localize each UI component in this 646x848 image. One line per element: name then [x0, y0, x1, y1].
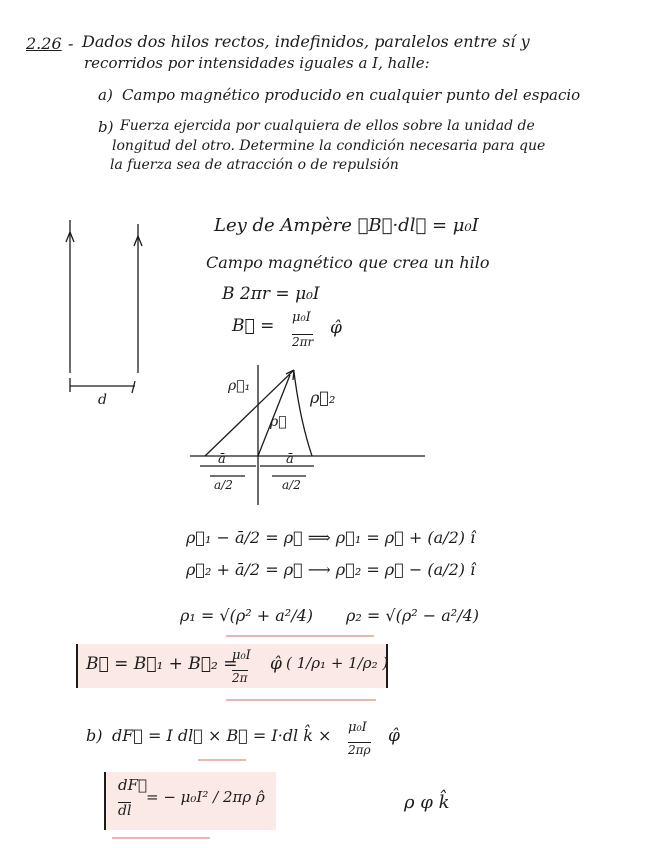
b-total-num: μ₀I	[232, 648, 251, 663]
force-result-lhs-num: dF⃗	[118, 776, 148, 794]
label-a-half-right: a/2	[282, 478, 301, 492]
parallel-wires-sketch	[66, 220, 142, 393]
force-eq-1-den: 2πρ	[348, 743, 371, 757]
ampere-eq-2-den: 2πr	[292, 335, 314, 349]
label-rho: ρ⃗	[270, 414, 287, 430]
label-a-right: ā	[286, 452, 294, 467]
force-result-rhs: = − μ₀I² / 2πρ ρ̂	[146, 788, 265, 806]
item-b-text-3: la fuerza sea de atracción o de repulsión	[110, 157, 399, 173]
label-rho1: ρ⃗₁	[228, 378, 251, 394]
item-b-text-2: longitud del otro. Determine la condición necesaria para que	[112, 138, 546, 154]
label-a-left: ā	[218, 452, 226, 467]
header-dash: -	[68, 34, 74, 53]
problem-line-2: recorridos por intensidades iguales a I, halle:	[84, 54, 430, 72]
b-total-paren: ( 1/ρ₁ + 1/ρ₂ )	[286, 654, 389, 672]
item-b-label: b)	[98, 118, 114, 136]
vector-eq-2: ρ⃗₂ + ā/2 = ρ⃗ ⟶ ρ⃗₂ = ρ⃗ − (a/2) î	[186, 560, 476, 579]
force-eq-1-phi: φ̂	[388, 726, 400, 746]
label-d: d	[98, 392, 107, 408]
b-total-lhs: B⃗ = B⃗₁ + B⃗₂ =	[86, 654, 238, 674]
label-a-half-left: a/2	[214, 478, 233, 492]
ampere-intro: Campo magnético que crea un hilo	[206, 253, 490, 272]
ampere-law: Ley de Ampère ∮B⃗·dl⃗ = μ₀I	[214, 215, 479, 236]
problem-number: 2.26	[26, 34, 62, 53]
rho2-magnitude: ρ₂ = √(ρ² − a²/4)	[346, 606, 479, 625]
problem-line-1: Dados dos hilos rectos, indefinidos, paralelos entre sí y	[82, 32, 530, 51]
b-total-phi: φ̂	[270, 654, 282, 674]
force-eq-1-num: μ₀I	[348, 720, 367, 735]
item-a-label: a)	[98, 86, 113, 104]
item-b-text-1: Fuerza ejercida por cualquiera de ellos sobre la unidad de	[120, 118, 535, 134]
force-result-lhs-den: dl	[118, 803, 132, 819]
basis-vectors: ρ φ k̂	[404, 792, 450, 813]
b-total-den: 2π	[232, 671, 248, 685]
ampere-eq-2-num: μ₀I	[292, 310, 311, 325]
ampere-eq-2-phi: φ̂	[330, 318, 342, 338]
ampere-eq-1: B 2πr = μ₀I	[222, 284, 320, 304]
rho1-magnitude: ρ₁ = √(ρ² + a²/4)	[180, 606, 313, 625]
force-label: b)	[86, 726, 103, 745]
item-a-text: Campo magnético producido en cualquier punto del espacio	[122, 86, 581, 104]
ampere-eq-2-lhs: B⃗ =	[232, 316, 275, 336]
label-rho2: ρ⃗₂	[310, 388, 336, 407]
vector-eq-1: ρ⃗₁ − ā/2 = ρ⃗ ⟹ ρ⃗₁ = ρ⃗ + (a/2) î	[186, 528, 476, 547]
force-eq-1: dF⃗ = I dl⃗ × B⃗ = I·dl k̂ ×	[112, 726, 332, 745]
